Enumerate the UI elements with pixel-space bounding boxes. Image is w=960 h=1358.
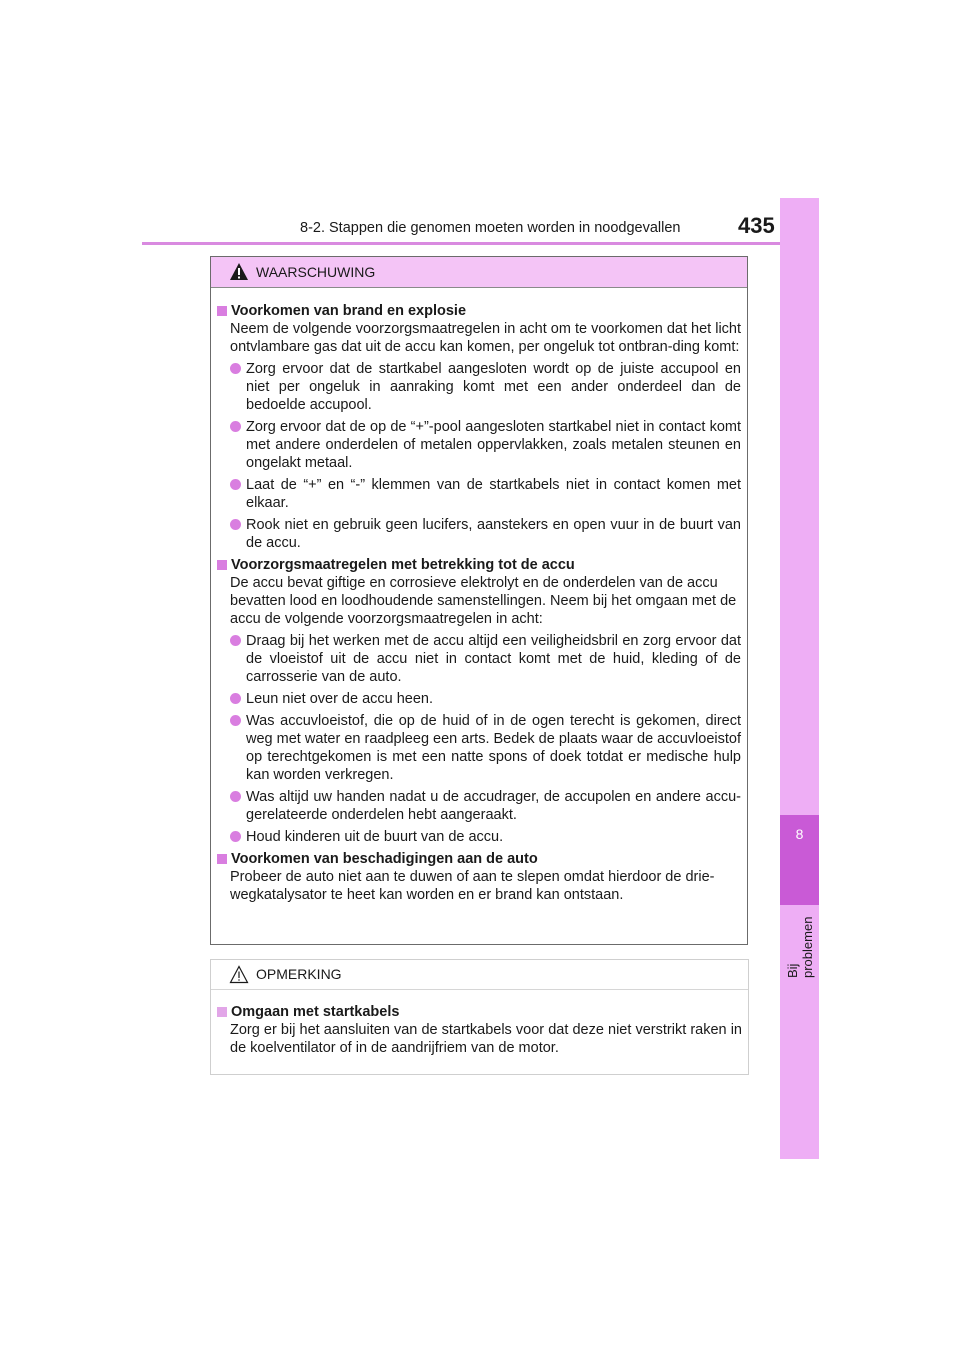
- dot-bullet-icon: [230, 715, 241, 726]
- note-body: [211, 990, 748, 1057]
- note-section: [217, 1003, 742, 1057]
- list-item: [217, 828, 741, 846]
- list-item-text: Was altijd uw handen nadat u de accudrager, de accupolen en andere accu-gerelateerde onderdelen hebt aangeraakt.: [246, 789, 741, 823]
- list-item-text: Zorg ervoor dat de op de “+”-pool aangesloten startkabel niet in contact komt met andere onderdelen of metalen oppervlakken, zoals metalen steunen en ongelakt metaal.: [246, 419, 741, 471]
- section-heading: [217, 302, 741, 320]
- section-heading: [217, 850, 741, 868]
- section-text: Probeer de auto niet aan te duwen of aan te slepen omdat hierdoor de drie-wegkatalysator te heet kan worden en er brand kan ontstaan.: [230, 869, 715, 903]
- dot-bullet-icon: [230, 421, 241, 432]
- list-item: [217, 690, 741, 708]
- list-item: [217, 418, 741, 472]
- page-number: 435: [738, 213, 775, 238]
- dot-bullet-icon: [230, 693, 241, 704]
- warning-header: [211, 257, 747, 288]
- header-rule: [142, 242, 818, 245]
- list-item-text: Houd kinderen uit de buurt van de accu.: [246, 829, 504, 845]
- note-box: [210, 959, 749, 1075]
- warning-title: WAARSCHUWING: [256, 264, 376, 280]
- warning-box: [210, 256, 748, 945]
- warning-triangle-icon: [229, 262, 249, 281]
- list-item-text: Rook niet en gebruik geen lucifers, aanstekers en open vuur in de buurt van de accu.: [246, 517, 741, 551]
- warning-body: [211, 288, 747, 904]
- section-heading-text: Voorkomen van brand en explosie: [231, 303, 467, 319]
- caution-triangle-outline-icon: [229, 965, 249, 984]
- note-header: [211, 960, 748, 990]
- section-text: De accu bevat giftige en corrosieve elektrolyt en de onderdelen van de accu bevatten lood en loodhoudende samenstellingen. Neem bij het omgaan met de accu de volgende voorzorgsmaatregelen in acht:: [230, 575, 737, 627]
- section-heading-text: Voorzorgsmaatregelen met betrekking tot de accu: [231, 557, 575, 573]
- dot-bullet-icon: [230, 479, 241, 490]
- section-heading: [217, 556, 741, 574]
- chapter-side-tab: [780, 198, 819, 1159]
- list-item: [217, 476, 741, 512]
- note-title: OPMERKING: [256, 966, 342, 982]
- section-heading: [217, 1003, 742, 1021]
- list-item-text: Leun niet over de accu heen.: [246, 691, 434, 707]
- list-item: [217, 516, 741, 552]
- square-bullet-icon: [217, 854, 227, 864]
- dot-bullet-icon: [230, 791, 241, 802]
- chapter-label: Bij problemen: [785, 916, 815, 978]
- list-item-text: Zorg ervoor dat de startkabel aangesloten wordt op de juiste accupool en niet per ongeluk in aanraking komt met een ander onderdeel dan de bedoelde accupool.: [246, 361, 741, 413]
- list-item: [217, 788, 741, 824]
- dot-bullet-icon: [230, 831, 241, 842]
- bullet-list: [217, 632, 741, 846]
- list-item-text: Was accuvloeistof, die op de huid of in de ogen terecht is gekomen, direct weg met water en raadpleeg een arts. Bedek de plaats waar de accuvloeistof op terechtgekomen is met een natte spons of doek totdat er medische hulp kan worden verkregen.: [246, 713, 741, 783]
- dot-bullet-icon: [230, 519, 241, 530]
- list-item: [217, 712, 741, 784]
- chapter-number: 8: [795, 826, 804, 842]
- warning-section: [217, 850, 741, 904]
- section-title: 8-2. Stappen die genomen moeten worden in noodgevallen: [300, 220, 681, 236]
- list-item: [217, 632, 741, 686]
- section-heading-text: Voorkomen van beschadigingen aan de auto: [231, 851, 538, 867]
- list-item-text: Laat de “+” en “-” klemmen van de startkabels niet in contact komen met elkaar.: [246, 477, 741, 511]
- square-bullet-icon: [217, 306, 227, 316]
- dot-bullet-icon: [230, 635, 241, 646]
- section-text: Neem de volgende voorzorgsmaatregelen in acht om te voorkomen dat het licht ontvlambare gas dat uit de accu kan komen, per ongeluk tot ontbran-ding komt:: [230, 321, 742, 355]
- bullet-list: [217, 360, 741, 552]
- list-item-text: Draag bij het werken met de accu altijd een veiligheidsbril en zorg ervoor dat de vloeistof uit de accu niet in contact komt met de huid, kleding of de carrosserie van de auto.: [246, 633, 741, 685]
- square-bullet-icon: [217, 560, 227, 570]
- list-item: [217, 360, 741, 414]
- warning-section: [217, 302, 741, 552]
- section-heading-text: Omgaan met startkabels: [231, 1004, 400, 1020]
- section-text: Zorg er bij het aansluiten van de startkabels voor dat deze niet verstrikt raken in de koelventilator of in de aandrijfriem van de motor.: [230, 1022, 742, 1056]
- dot-bullet-icon: [230, 363, 241, 374]
- warning-section: [217, 556, 741, 846]
- square-bullet-icon: [217, 1007, 227, 1017]
